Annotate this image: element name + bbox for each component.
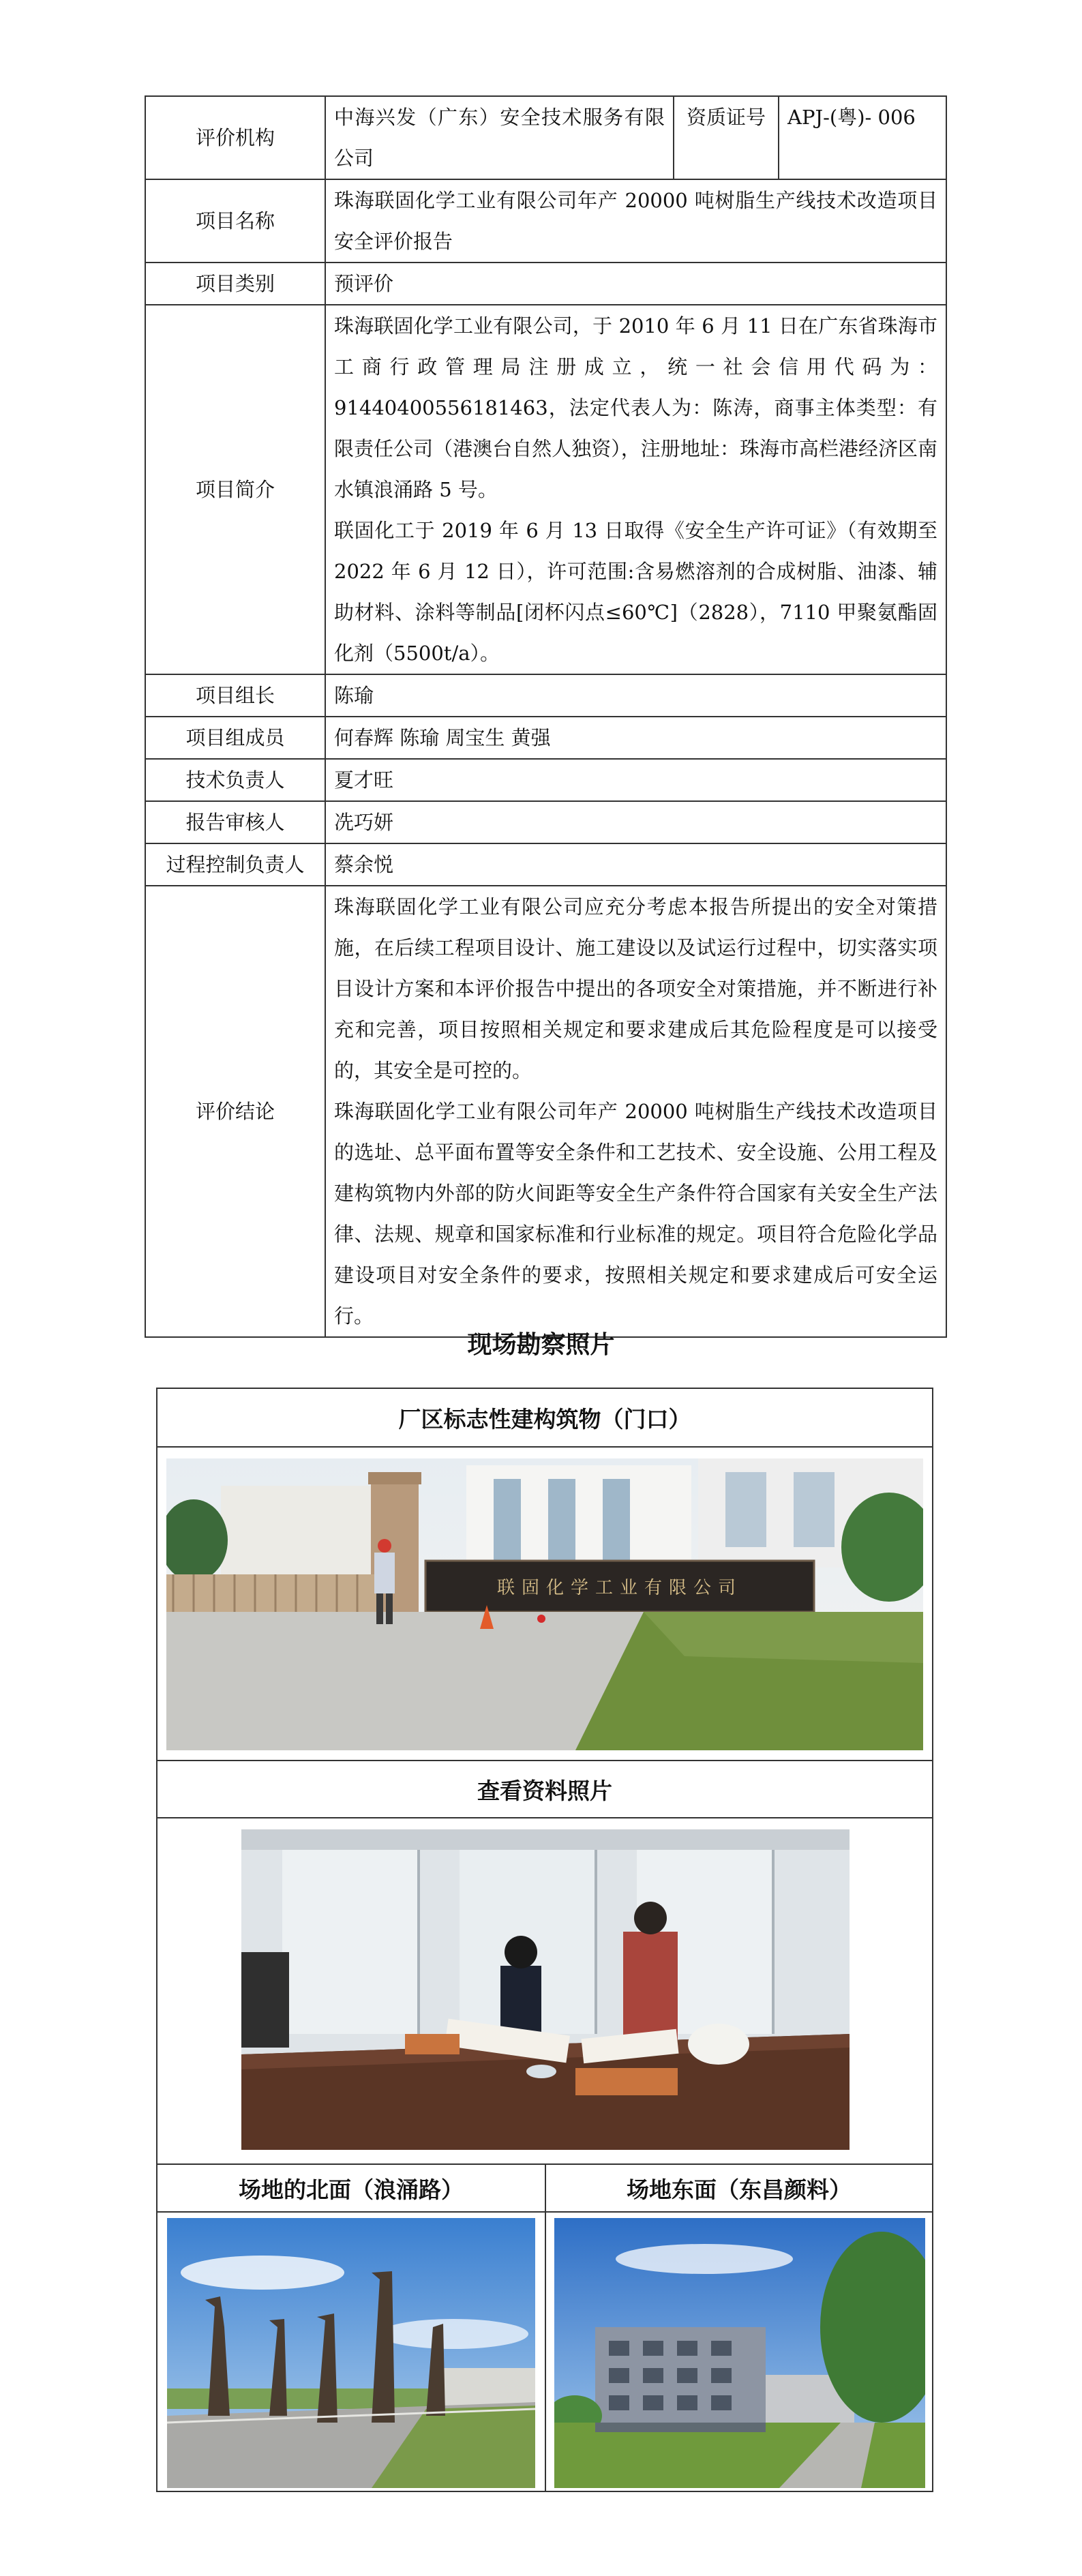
members-value: 何春辉 陈瑜 周宝生 黄强	[325, 717, 946, 759]
process-label: 过程控制负责人	[145, 843, 325, 886]
members-row	[145, 717, 946, 759]
type-label: 项目类别	[145, 263, 325, 305]
intro-value	[325, 305, 946, 674]
intro-paragraph-2: 联固化工于 2019 年 6 月 13 日取得《安全生产许可证》（有效期至 2022 年 6 月 12 日），许可范围:含易燃溶剂的合成树脂、油漆、辅助材料、涂料等制品[闭杯闪点≤60℃]（2828），7110 甲聚氨酯固化剂（5500t/a）。	[334, 519, 937, 665]
members-label: 项目组成员	[145, 717, 325, 759]
east-photo	[554, 2218, 925, 2488]
tech-value: 夏才旺	[325, 759, 946, 801]
name-value: 珠海联固化学工业有限公司年产 20000 吨树脂生产线技术改造项目安全评价报告	[325, 179, 946, 263]
review-row	[145, 801, 946, 843]
org-row	[145, 96, 946, 179]
intro-label: 项目简介	[145, 305, 325, 674]
process-row	[145, 843, 946, 886]
north-photo-cell	[156, 2211, 546, 2492]
leader-row	[145, 674, 946, 717]
type-value: 预评价	[325, 263, 946, 305]
docs-caption: 查看资料照片	[156, 1760, 933, 1818]
review-label: 报告审核人	[145, 801, 325, 843]
org-value: 中海兴发（广东）安全技术服务有限公司	[325, 96, 674, 179]
leader-value: 陈瑜	[325, 674, 946, 717]
conclusion-paragraph-2: 珠海联固化学工业有限公司年产 20000 吨树脂生产线技术改造项目的选址、总平面布置等安全条件和工艺技术、安全设施、公用工程及建构筑物内外部的防火间距等安全生产条件符合国家有关安全生产法律、法规、规章和国家标准和行业标准的规定。项目符合危险化学品建设项目对安全条件的要求，按照相关规定和要求建成后可安全运行。	[334, 1100, 937, 1328]
process-value: 蔡余悦	[325, 843, 946, 886]
docs-photo-cell	[156, 1817, 933, 2165]
intro-paragraph-1: 珠海联固化学工业有限公司，于 2010 年 6 月 11 日在广东省珠海市工商行政管理局注册成立，统一社会信用代码为：91440400556181463，法定代表人为：陈涛，商事主体类型：有限责任公司（港澳台自然人独资），注册地址：珠海市高栏港经济区南水镇浪涌路 5 号。	[334, 314, 937, 501]
project-info-table	[145, 95, 947, 1338]
conclusion-paragraph-1: 珠海联固化学工业有限公司应充分考虑本报告所提出的安全对策措施，在后续工程项目设计、施工建设以及试运行过程中，切实落实项目设计方案和本评价报告中提出的各项安全对策措施，并不断进行补充和完善，项目按照相关规定和要求建成后其危险程度是可以接受的，其安全是可控的。	[334, 895, 937, 1082]
tech-row	[145, 759, 946, 801]
conclusion-value	[325, 886, 946, 1337]
name-label: 项目名称	[145, 179, 325, 263]
conclusion-label: 评价结论	[145, 886, 325, 1337]
conclusion-row	[145, 886, 946, 1337]
gate-photo	[166, 1458, 923, 1750]
org-label: 评价机构	[145, 96, 325, 179]
site-photos-table	[156, 1388, 933, 2492]
tech-label: 技术负责人	[145, 759, 325, 801]
intro-row	[145, 305, 946, 674]
cert-label: 资质证号	[674, 96, 779, 179]
site-photos-title: 现场勘察照片	[467, 1331, 615, 1359]
cert-value: APJ-(粤)- 006	[779, 96, 946, 179]
type-row	[145, 263, 946, 305]
leader-label: 项目组长	[145, 674, 325, 717]
docs-photo	[241, 1829, 850, 2150]
east-caption: 场地东面（东昌颜料）	[545, 2163, 933, 2213]
north-photo	[167, 2218, 535, 2488]
east-photo-cell	[545, 2211, 933, 2492]
north-caption: 场地的北面（浪涌路）	[156, 2163, 546, 2213]
gate-caption: 厂区标志性建构筑物（门口）	[156, 1388, 933, 1448]
name-row	[145, 179, 946, 263]
gate-sign-text: 联固化学工业有限公司	[496, 1578, 743, 1598]
review-value: 冼巧妍	[325, 801, 946, 843]
gate-photo-cell	[156, 1446, 933, 1761]
